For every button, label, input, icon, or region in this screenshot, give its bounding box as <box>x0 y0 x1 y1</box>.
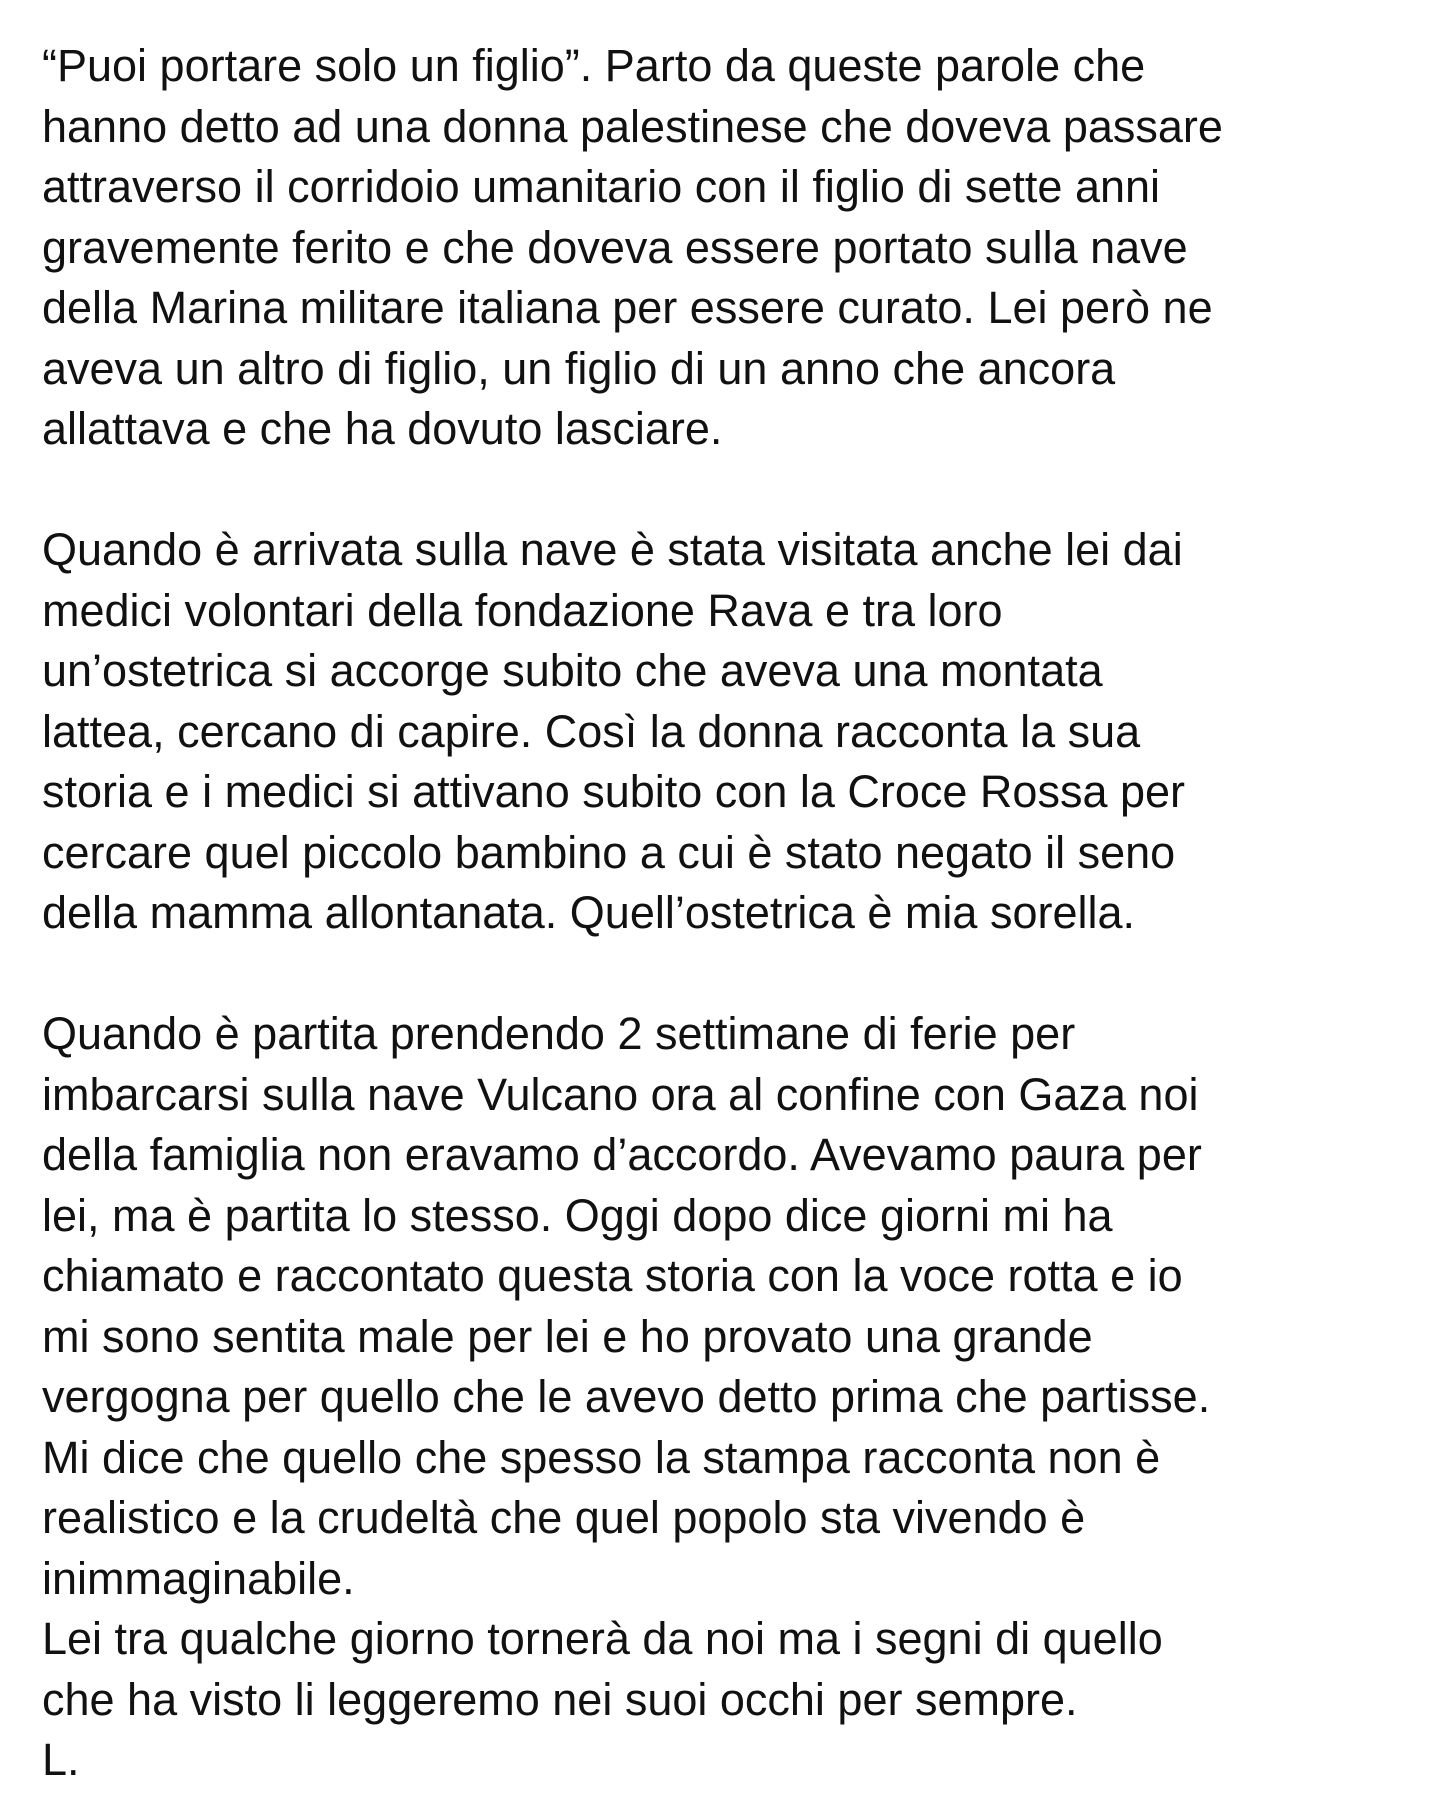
paragraph-2 <box>42 520 1412 944</box>
text-line: allattava e che ha dovuto lasciare. <box>42 403 723 454</box>
text-line: imbarcarsi sulla nave Vulcano ora al confine con Gaza noi <box>42 1068 1199 1120</box>
signature: L. <box>42 1734 80 1785</box>
text-line: un’ostetrica si accorge subito che aveva una montata <box>42 645 1103 696</box>
post-text <box>42 36 1412 1791</box>
text-line: realistico e la crudeltà che quel popolo sta vivendo è <box>42 1492 1086 1543</box>
text-line: inimmaginabile. <box>42 1552 355 1604</box>
text-line: chiamato e raccontato questa storia con la voce rotta e io <box>42 1250 1183 1301</box>
text-line: attraverso il corridoio umanitario con il figlio di sette anni <box>42 161 1161 212</box>
text-line: Lei tra qualche giorno tornerà da noi ma i segni di quello <box>42 1613 1163 1664</box>
paragraph-gap <box>42 944 1412 1005</box>
text-line: medici volontari della fondazione Rava e tra loro <box>42 584 1003 636</box>
text-line: della mamma allontanata. Quell’ostetrica è mia sorella. <box>42 887 1136 938</box>
text-line: storia e i medici si attivano subito con la Croce Rossa per <box>42 766 1186 817</box>
text-line: che ha visto li leggeremo nei suoi occhi per sempre. <box>42 1673 1078 1725</box>
text-line: lei, ma è partita lo stesso. Oggi dopo dice giorni mi ha <box>42 1189 1113 1241</box>
text-line: Mi dice che quello che spesso la stampa racconta non è <box>42 1431 1161 1483</box>
text-line: “Puoi portare solo un figlio”. Parto da queste parole che <box>42 40 1146 91</box>
text-line: hanno detto ad una donna palestinese che doveva passare <box>42 100 1223 152</box>
text-line: della Marina militare italiana per essere curato. Lei però ne <box>42 282 1213 333</box>
text-line: aveva un altro di figlio, un figlio di un anno che ancora <box>42 342 1116 394</box>
paragraph-3 <box>42 1004 1412 1791</box>
text-line: gravemente ferito e che doveva essere portato sulla nave <box>42 221 1188 273</box>
text-line: della famiglia non eravamo d’accordo. Avevamo paura per <box>42 1129 1202 1180</box>
paragraph-1 <box>42 36 1412 460</box>
paragraph-gap <box>42 460 1412 521</box>
text-line: Quando è partita prendendo 2 settimane di ferie per <box>42 1008 1076 1059</box>
text-line: mi sono sentita male per lei e ho provato una grande <box>42 1310 1093 1362</box>
text-line: vergogna per quello che le avevo detto prima che partisse. <box>42 1371 1211 1422</box>
text-line: lattea, cercano di capire. Così la donna racconta la sua <box>42 705 1141 757</box>
text-line: cercare quel piccolo bambino a cui è stato negato il seno <box>42 826 1176 878</box>
text-line: Quando è arrivata sulla nave è stata visitata anche lei dai <box>42 524 1183 575</box>
